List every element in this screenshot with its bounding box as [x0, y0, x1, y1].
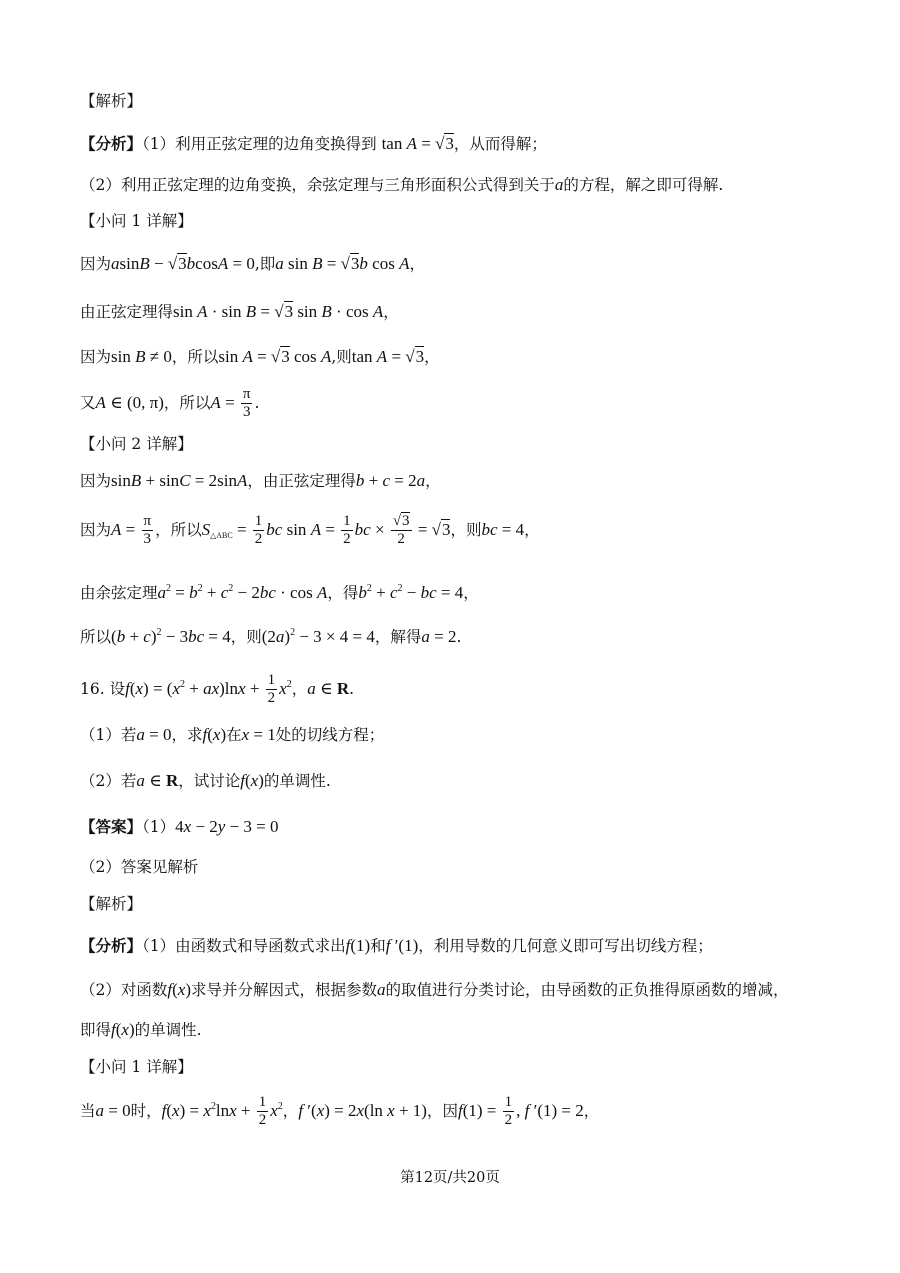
solution-line: 所以$(b + c)^2 - 3bc = 4$，则$(2a)^2 - 3 \times 4 = 4$，解得a = 2. [80, 627, 462, 646]
question-16: 16. 设$f(x) = (x^2 + ax)\ln x$ + $\frac{1}{2}$ $x^2$，a ∈ R. [80, 672, 355, 707]
question-16-part2: （2）若a ∈ R，试讨论f(x)的单调性. [80, 771, 331, 790]
solution-line: 由正弦定理得sin A · sin B = √3 sin B · cos A， [80, 302, 399, 321]
solution-line: 又A ∈ (0, π)，所以A = $\frac{\pi}{3}$ . [80, 386, 260, 421]
answer-16: 【答案】（1）4x − 2y − 3 = 0 [80, 817, 279, 836]
solution-line: 因为A = $\frac{\pi}{3}$ ，所以$S_{\triangle ABC}$ = $\frac{1}{2}$ bc sin A = $\frac{1}{2}$ bc × $\frac{√3}{2}$ = √3，则bc = 4， [80, 513, 540, 548]
page-footer: 第12页/共20页 [400, 1170, 500, 1186]
solution-line: 由余弦定理$a^2 = b^2 + c^2 - 2bc \cdot \cos A$，得$b^2 + c^2$ − bc = 4， [80, 583, 479, 602]
sub16-question-1-title: 【小问 1 详解】 [80, 1058, 193, 1076]
sub-question-2-title: 【小问 2 详解】 [80, 435, 193, 453]
solution-line: 因为asinB − √3bcosA = 0,即a sin B = √3b cos A， [80, 254, 425, 273]
analysis-15: 【分析】（1）利用正弦定理的边角变换得到 tan A = √3，从而得解； [80, 134, 547, 153]
solution-line: 当a = 0时，$f(x) = x^2\ln x$ + $\frac{1}{2}$ $x^2$，f ′(x) = 2x(ln x + 1)，因f(1) = $\frac{1}{2}$ , f ′(1) = 2， [80, 1094, 600, 1129]
sub-question-1-title: 【小问 1 详解】 [80, 212, 193, 230]
analysis-16-part3: 即得f(x)的单调性. [80, 1020, 202, 1039]
question-16-part1: （1）若a = 0，求f(x)在x = 1处的切线方程； [80, 725, 385, 744]
jiexi-16: 【解析】 [80, 895, 143, 913]
analysis-16: 【分析】（1）由函数式和导函数式求出f(1)和f ′(1)，利用导数的几何意义即可写出切线方程； [80, 936, 713, 955]
answer-16-part2: （2）答案见解析 [80, 858, 199, 876]
solution-line: 因为sin B ≠ 0，所以sin A = √3 cos A,则tan A = √3， [80, 347, 440, 366]
math-expr: tan A = √3 [381, 134, 454, 153]
solution-line: 因为sinB + sinC = 2sinA，由正弦定理得b + c = 2a， [80, 471, 441, 490]
analysis-15-part2: （2）利用正弦定理的边角变换，余弦定理与三角形面积公式得到关于a的方程，解之即可得解. [80, 175, 724, 194]
analysis-16-part2: （2）对函数f(x)求导并分解因式，根据参数a的取值进行分类讨论，由导函数的正负推得原函数的增减， [80, 980, 789, 999]
jiexi-header: 【解析】 [80, 92, 143, 110]
